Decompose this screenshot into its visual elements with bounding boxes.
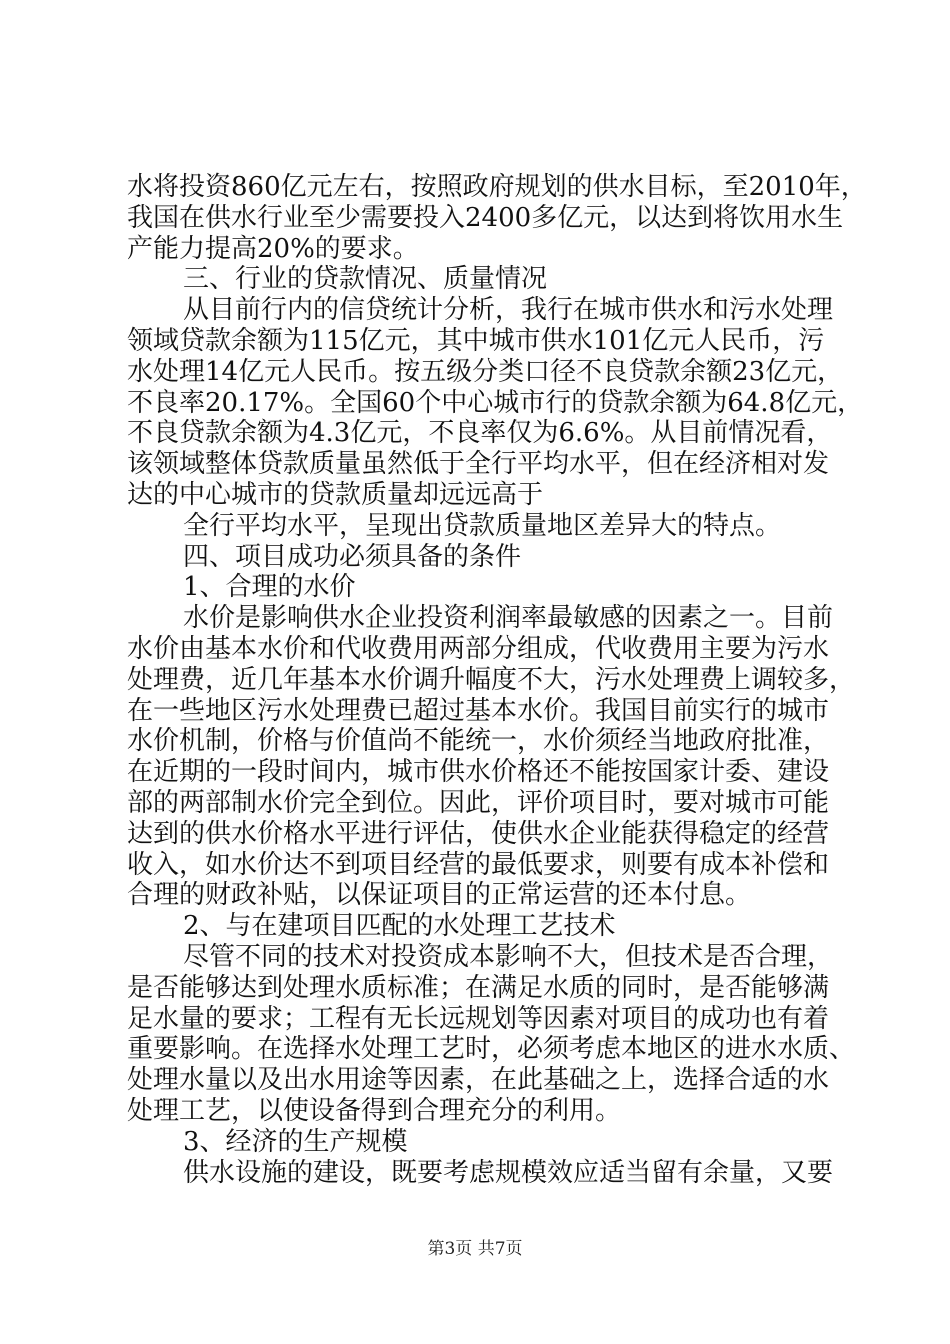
paragraph-first-line: 供水设施的建设，既要考虑规模效应适当留有余量，又要: [183, 1157, 834, 1188]
body-text-line: 不良率20.17%。全国60个中心城市行的贷款余额为64.8亿元，: [127, 387, 864, 418]
body-text-line: 处理水量以及出水用途等因素，在此基础之上，选择合适的水: [127, 1065, 830, 1096]
body-text-line: 处理工艺，以使设备得到合理充分的利用。: [127, 1096, 622, 1126]
body-text-line: 达到的供水价格水平进行评估，使供水企业能获得稳定的经营: [127, 818, 830, 849]
page-number-footer: 第3页 共7页: [427, 1239, 523, 1259]
body-text-line: 达的中心城市的贷款质量却远远高于: [127, 480, 544, 510]
paragraph-first-line: 全行平均水平，呈现出贷款质量地区差异大的特点。: [183, 510, 782, 541]
body-text-line: 不良贷款余额为4.3亿元，不良率仅为6.6%。从目前情况看，: [127, 418, 833, 449]
body-text-line: 产能力提高20%的要求。: [127, 233, 419, 264]
body-text-line: 水处理14亿元人民币。按五级分类口径不良贷款余额23亿元，: [127, 356, 844, 387]
body-text-line: 我国在供水行业至少需要投入2400多亿元，以达到将饮用水生: [127, 202, 844, 233]
paragraph-first-line: 水价是影响供水企业投资利润率最敏感的因素之一。目前: [183, 603, 834, 634]
body-text-line: 部的两部制水价完全到位。因此，评价项目时，要对城市可能: [127, 788, 830, 818]
subsection-heading: 1、合理的水价: [183, 572, 356, 603]
body-text-line: 重要影响。在选择水处理工艺时，必须考虑本地区的进水水质、: [127, 1034, 856, 1065]
body-text-line: 合理的财政补贴，以保证项目的正常运营的还本付息。: [127, 880, 752, 911]
body-text-line: 是否能够达到处理水质标准；在满足水质的同时，是否能够满: [127, 972, 830, 1003]
body-text-line: 水价由基本水价和代收费用两部分组成，代收费用主要为污水: [127, 634, 830, 664]
body-text-line: 该领域整体贷款质量虽然低于全行平均水平，但在经济相对发: [127, 449, 830, 480]
body-text-line: 水价机制，价格与价值尚不能统一，水价须经当地政府批准，: [127, 726, 830, 757]
body-text-line: 在近期的一段时间内，城市供水价格还不能按国家计委、建设: [127, 757, 830, 788]
body-text-line: 收入，如水价达不到项目经营的最低要求，则要有成本补偿和: [127, 849, 830, 880]
body-text-line: 在一些地区污水处理费已超过基本水价。我国目前实行的城市: [127, 695, 830, 726]
body-text-line: 领域贷款余额为115亿元，其中城市供水101亿元人民币，污: [127, 326, 825, 356]
section-heading: 三、行业的贷款情况、质量情况: [183, 264, 548, 295]
subsection-heading: 2、与在建项目匹配的水处理工艺技术: [183, 911, 616, 942]
body-text-line: 水将投资860亿元左右，按照政府规划的供水目标，至2010年，: [127, 172, 867, 202]
subsection-heading: 3、经济的生产规模: [183, 1126, 408, 1157]
body-text-line: 足水量的要求；工程有无长远规划等因素对项目的成功也有着: [127, 1003, 830, 1034]
body-text-line: 处理费，近几年基本水价调升幅度不大，污水处理费上调较多，: [127, 664, 856, 695]
paragraph-first-line: 从目前行内的信贷统计分析，我行在城市供水和污水处理: [183, 295, 834, 326]
section-heading: 四、项目成功必须具备的条件: [183, 541, 522, 572]
paragraph-first-line: 尽管不同的技术对投资成本影响不大，但技术是否合理，: [183, 942, 834, 972]
